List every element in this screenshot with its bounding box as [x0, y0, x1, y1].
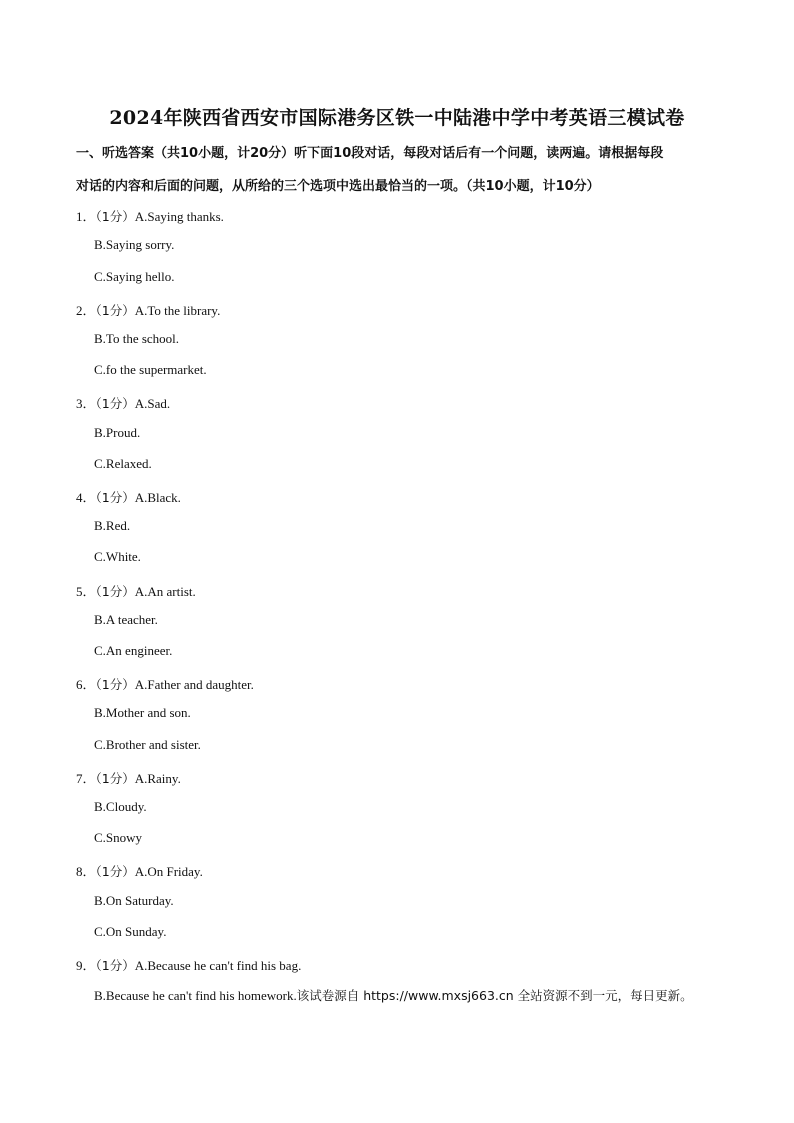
question-6-option-c: C.Brother and sister.	[94, 737, 201, 752]
question-3	[76, 393, 170, 412]
question-9	[76, 955, 301, 974]
option-a: A.Rainy.	[134, 771, 181, 786]
question-score: （1分）	[95, 958, 135, 973]
question-number: 9．	[76, 958, 96, 973]
question-number: 5．	[76, 584, 96, 599]
question-number: 1．	[76, 209, 96, 224]
section-1-line-2: 对话的内容和后面的问题，从所给的三个选项中选出最恰当的一项。（共10小题，计10分）	[76, 179, 600, 194]
question-number: 7．	[76, 771, 96, 786]
question-score: （1分）	[95, 303, 135, 318]
question-1-option-b: B.Saying sorry.	[94, 237, 175, 252]
question-7-option-b: B.Cloudy.	[94, 799, 147, 814]
question-2	[76, 300, 220, 319]
question-score: （1分）	[95, 396, 135, 411]
question-score: （1分）	[95, 490, 135, 505]
question-score: （1分）	[95, 584, 135, 599]
question-score: （1分）	[95, 209, 135, 224]
question-score: （1分）	[95, 771, 135, 786]
question-6-option-b: B.Mother and son.	[94, 705, 191, 720]
question-2-option-c: C.fo the supermarket.	[94, 362, 207, 377]
question-7-option-c: C.Snowy	[94, 830, 143, 845]
question-3-option-c: C.Relaxed.	[94, 456, 152, 471]
question-5-option-c: C.An engineer.	[94, 643, 173, 658]
question-8-option-c: C.On Sunday.	[94, 924, 167, 939]
question-8	[76, 861, 203, 880]
question-number: 3．	[76, 396, 96, 411]
option-a: A.Because he can't find his bag.	[134, 958, 302, 973]
question-score: （1分）	[95, 864, 135, 879]
question-7	[76, 768, 181, 787]
question-6	[76, 674, 254, 693]
question-4	[76, 487, 181, 506]
question-number: 2．	[76, 303, 96, 318]
option-a: A.Black.	[134, 490, 181, 505]
question-2-option-b: B.To the school.	[94, 331, 180, 346]
option-b-text: B.Because he can't find his homework.	[94, 988, 297, 1003]
question-3-option-b: B.Proud.	[94, 425, 141, 440]
question-score: （1分）	[95, 677, 135, 692]
source-watermark-text: 该试卷源自 https://www.mxsj663.cn 全站资源不到一元，每日更新。	[296, 988, 693, 1003]
option-a: A.On Friday.	[134, 864, 203, 879]
option-a: A.Sad.	[134, 396, 171, 411]
exam-title: 2024年陕西省西安市国际港务区铁一中陆港中学中考英语三模试卷	[109, 107, 685, 129]
question-1	[76, 206, 224, 225]
question-8-option-b: B.On Saturday.	[94, 893, 174, 908]
section-1-instructions	[76, 137, 726, 203]
question-1-option-c: C.Saying hello.	[94, 269, 175, 284]
question-number: 6．	[76, 677, 96, 692]
question-number: 8．	[76, 864, 96, 879]
section-1-line-1: 一、听选答案（共10小题，计20分）听下面10段对话，每段对话后有一个问题，读两遍。请根据每段	[76, 146, 664, 161]
question-4-option-c: C.White.	[94, 549, 141, 564]
question-5-option-b: B.A teacher.	[94, 612, 158, 627]
question-9-option-b	[94, 986, 693, 1004]
option-a: A.An artist.	[134, 584, 196, 599]
question-number: 4．	[76, 490, 96, 505]
question-4-option-b: B.Red.	[94, 518, 131, 533]
option-a: A.Saying thanks.	[134, 209, 224, 224]
option-a: A.To the library.	[134, 303, 221, 318]
option-a: A.Father and daughter.	[134, 677, 254, 692]
question-5	[76, 581, 196, 600]
